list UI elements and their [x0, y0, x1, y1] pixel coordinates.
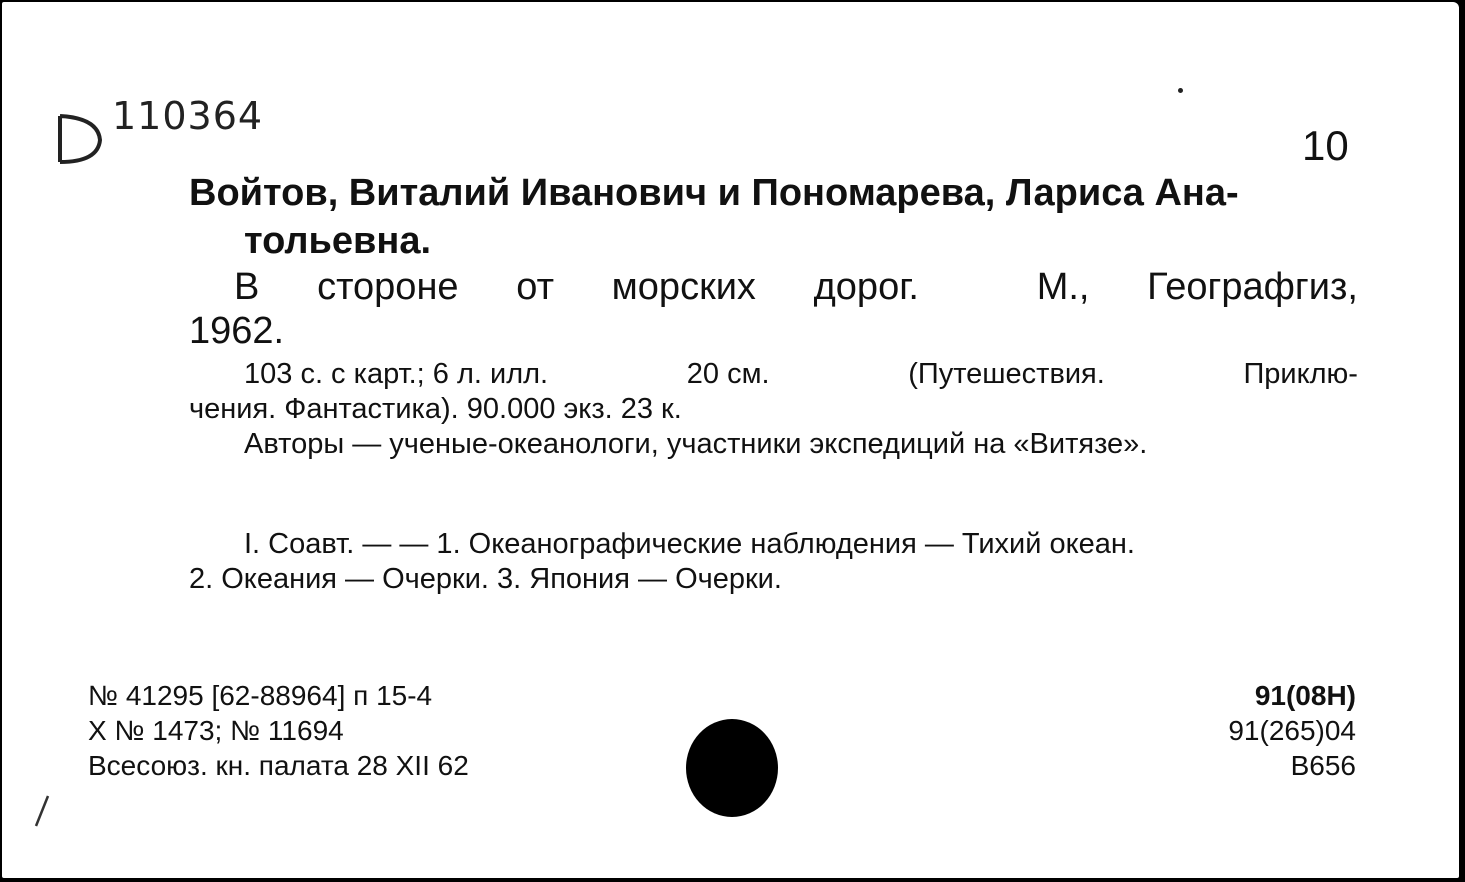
publication-year: 1962. — [189, 310, 285, 352]
pages-info: 103 с. с карт.; 6 л. илл. — [244, 358, 549, 390]
series-info-cont: Приклю- — [1243, 358, 1358, 390]
title-word: от — [516, 266, 554, 308]
ink-dot — [1178, 88, 1183, 93]
title-word: стороне — [317, 266, 459, 308]
author-line-1: Войтов, Виталий Иванович и Пономарева, Лариса Ана- — [189, 172, 1239, 214]
footer-line-2: X № 1473; № 11694 — [88, 715, 344, 746]
subjects-line-1: I. Соавт. — — 1. Океанографические наблюдения — Тихий океан. — [244, 528, 1135, 560]
footer-line-1: № 41295 [62-88964] п 15-4 — [88, 680, 433, 711]
title-line — [234, 266, 1358, 309]
inventory-number: 110364 — [112, 94, 264, 138]
description-line-1 — [244, 358, 1358, 391]
series-info: (Путешествия. — [908, 358, 1105, 390]
title-word: дорог. — [813, 266, 919, 308]
annotation: Авторы — ученые-океанологи, участники экспедиций на «Витязе». — [244, 428, 1148, 460]
punch-hole — [686, 719, 778, 817]
description-line-2: чения. Фантастика). 90.000 экз. 23 к. — [189, 393, 682, 425]
publisher-city: М., — [1036, 266, 1090, 308]
classification-code-1: 91(08Н) — [1254, 680, 1356, 711]
size-info: 20 см. — [686, 358, 770, 390]
subjects-line-2: 2. Океания — Очерки. 3. Япония — Очерки. — [189, 563, 782, 595]
card-number: 10 — [1302, 122, 1349, 169]
footer-line-3: Всесоюз. кн. палата 28 XII 62 — [88, 750, 469, 781]
title-word: В — [234, 266, 260, 308]
title-word: морских — [611, 266, 756, 308]
author-line-2: тольевна. — [244, 220, 432, 262]
classification-code-2: 91(265)04 — [1228, 715, 1356, 746]
pencil-stroke — [28, 792, 58, 832]
handwritten-d-mark — [50, 106, 110, 170]
catalog-card — [2, 2, 1459, 878]
classification-code-3: В656 — [1290, 750, 1356, 781]
publisher: Географгиз, — [1147, 266, 1358, 308]
